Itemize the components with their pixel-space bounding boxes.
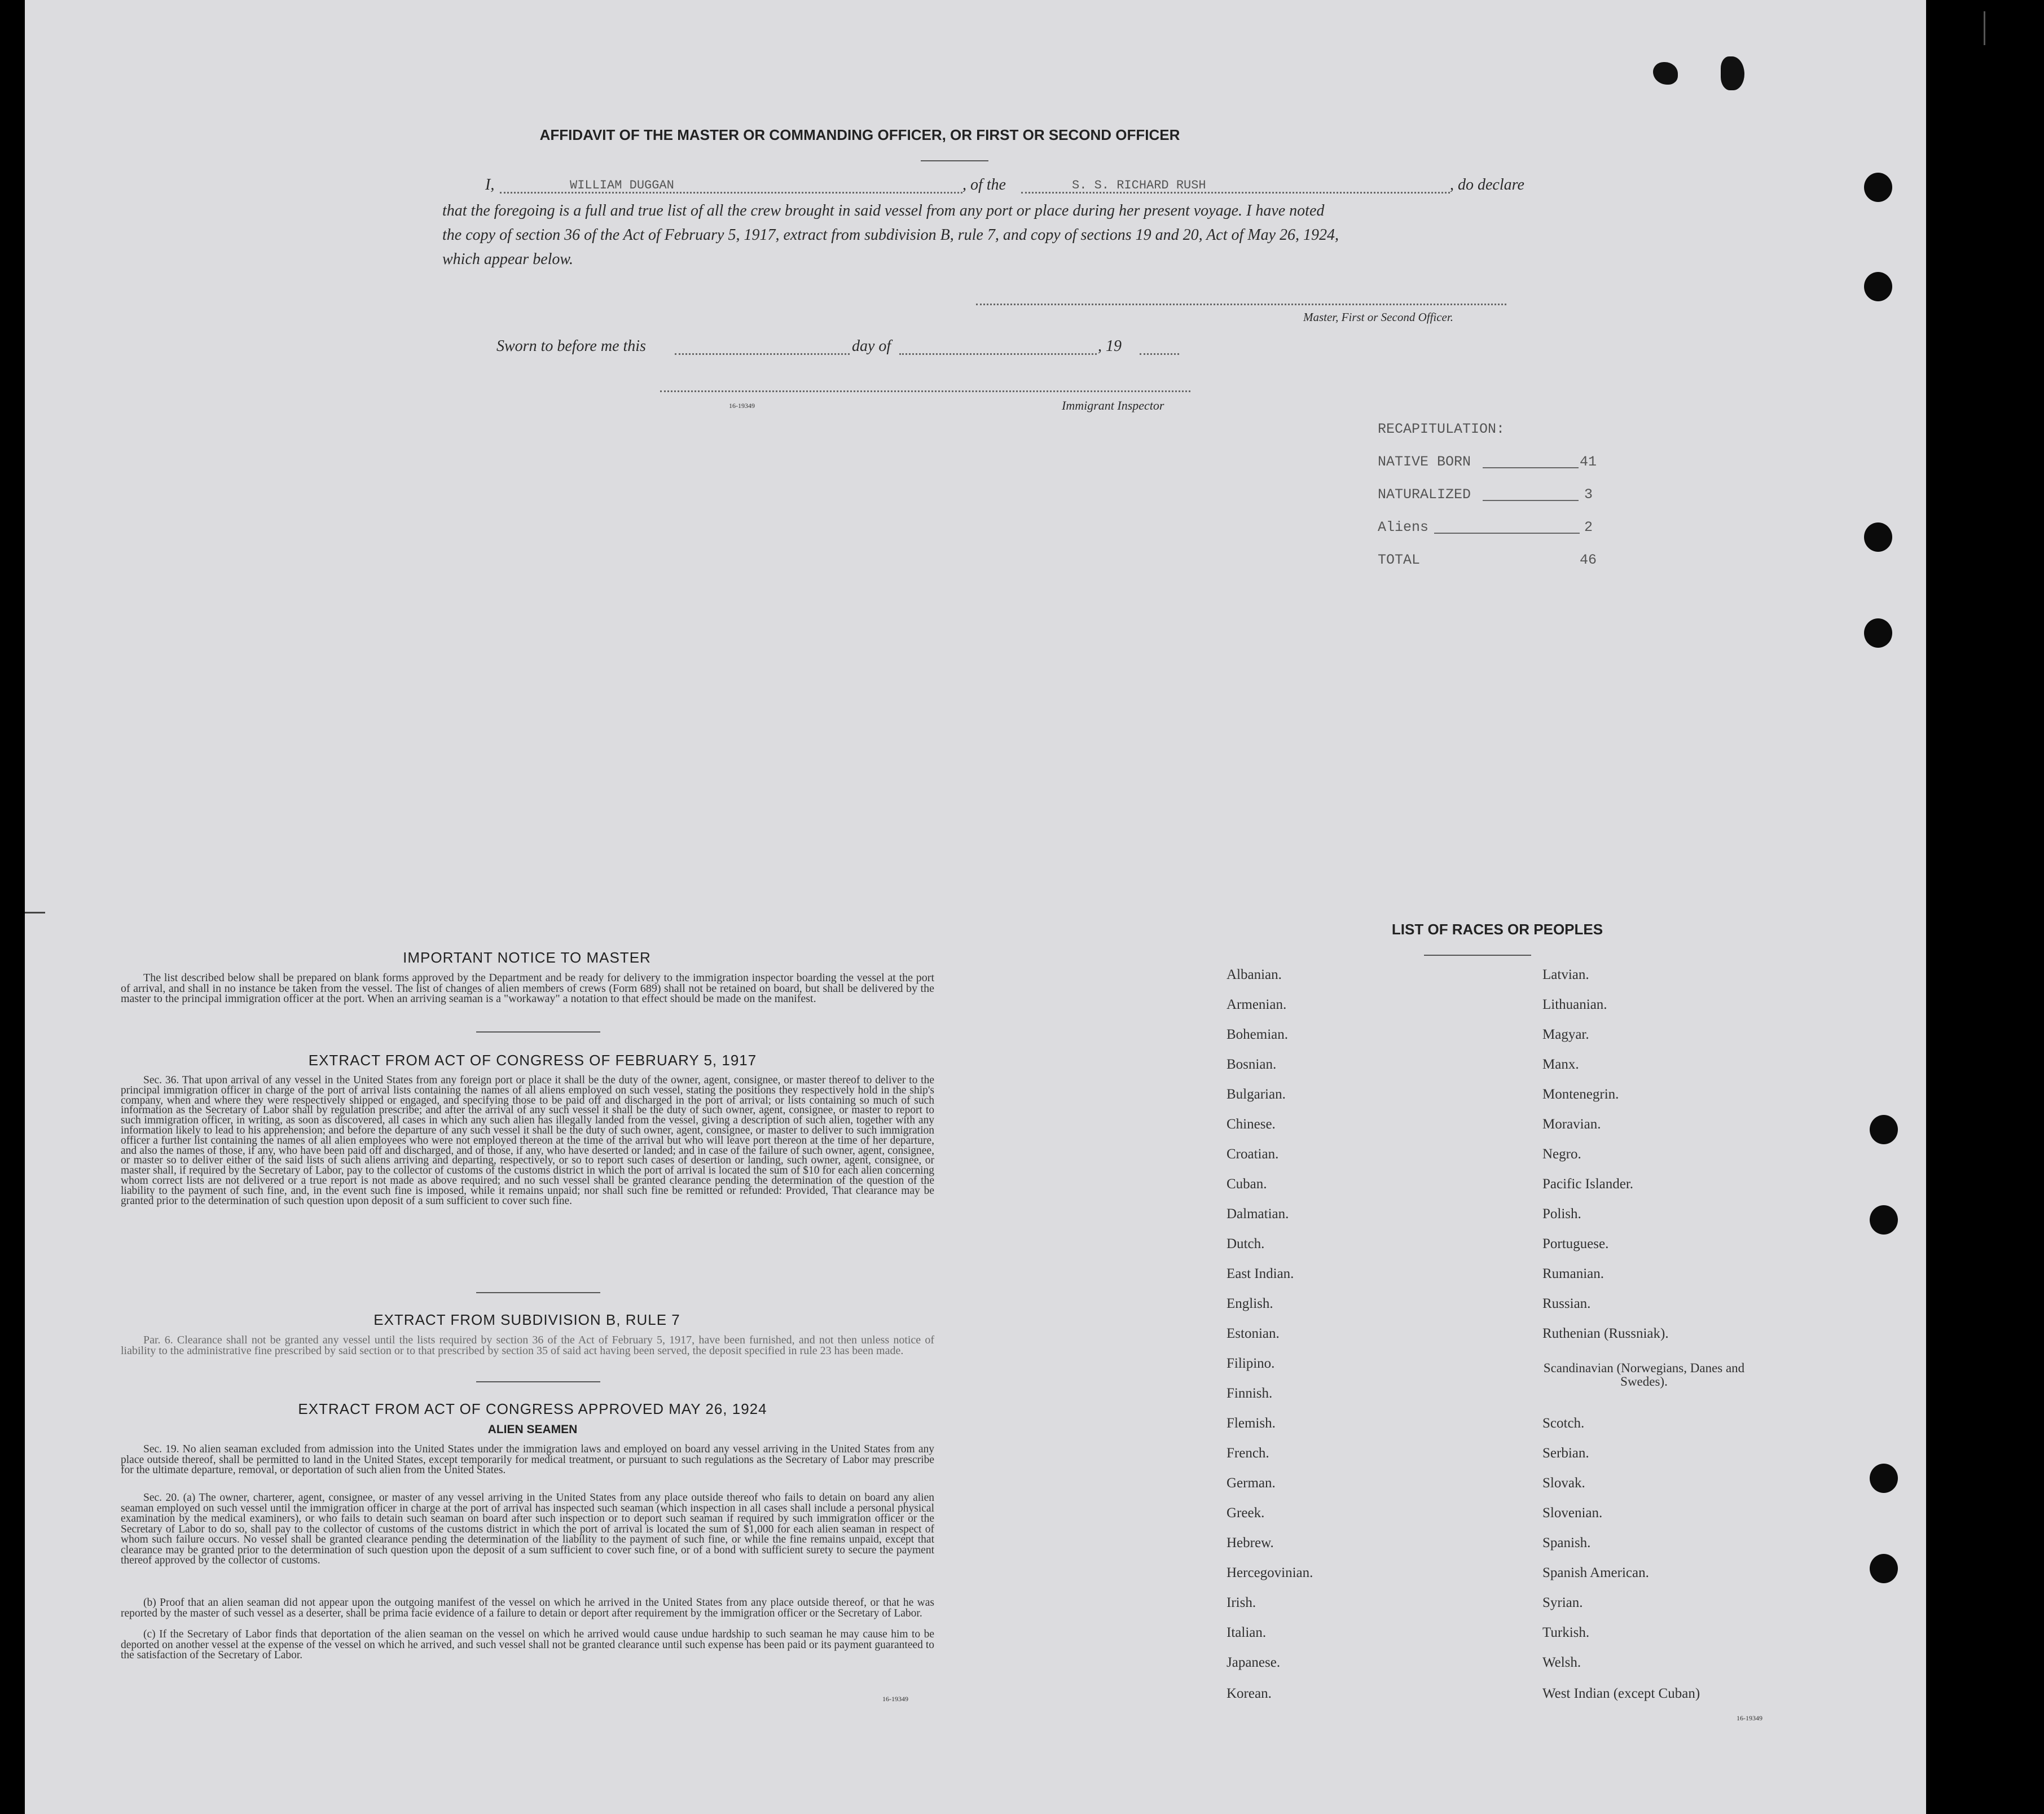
notice-title: IMPORTANT NOTICE TO MASTER (403, 949, 651, 966)
extract-1924-title: EXTRACT FROM ACT OF CONGRESS APPROVED MAY 26, 1924 (298, 1400, 767, 1417)
recap-label: NATIVE BORN (1378, 454, 1471, 470)
of-the-label: , of the (962, 176, 1006, 194)
race-item: Syrian. (1542, 1595, 1583, 1610)
race-item: Ruthenian (Russniak). (1542, 1326, 1669, 1341)
affidavit-body-line: the copy of section 36 of the Act of February 5, 1917, extract from subdivision B, rule 7, and copy of sections 19 and 20, Act of May 26, 1924, (442, 226, 1339, 244)
race-item: Spanish American. (1542, 1565, 1649, 1580)
race-item: English. (1227, 1296, 1273, 1311)
race-item: Manx. (1542, 1057, 1579, 1072)
section-20a-text: Sec. 20. (a) The owner, charterer, agent, consignee, or master of any vessel arriving in the United States from any place outside thereof who fails to detain on board any alien seaman employed on such vessel until the immigration officer in charge at the port of arrival has inspected such seaman (which inspection in all cases shall include a personal physical examination by the medical examiners), or who fails to detain such seaman on board after such inspection or to deport such seaman if required by such immigration officer or the Secretary of Labor to do so, shall pay to the collector of customs of the customs district in which the port of arrival is located the sum of $1,000 for each alien seaman in respect of whom such failure occurs. No vessel shall be granted clearance pending the determination of the liability to the payment of such fine, or while the fine remains unpaid, except that clearance may be granted prior to the determination of such question upon the deposit of a sum sufficient to cover such fine, or of a bond with sufficient surety to secure the payment thereof approved by the collector of customs. (121, 1492, 934, 1566)
form-number: 16-19349 (1737, 1714, 1762, 1722)
race-item: Bosnian. (1227, 1057, 1277, 1072)
races-title: LIST OF RACES OR PEOPLES (1391, 921, 1603, 938)
extract-rule7-title: EXTRACT FROM SUBDIVISION B, RULE 7 (373, 1311, 680, 1328)
notice-text: The list described below shall be prepared on blank forms approved by the Department and be ready for delivery to the immigration inspector boarding the vessel at the port of arrival, and shall in no instance be taken from the vessel. The list of changes of alien members of crews (Form 689) shall not be retained on board, but shall be delivered by the master to the principal immigration officer at the port. When an arriving seaman is a "workaway" a notation to that effect should be made on the manifest. (121, 972, 934, 1005)
race-item: Cuban. (1227, 1176, 1267, 1192)
affidavit-body-line: that the foregoing is a full and true list of all the crew brought in said vessel from any port or place during her present voyage. I have noted (442, 202, 1325, 219)
race-item: Bulgarian. (1227, 1087, 1286, 1102)
race-item: Portuguese. (1542, 1236, 1609, 1251)
race-item: Finnish. (1227, 1386, 1273, 1401)
corner-blot (1721, 56, 1744, 90)
section-20b-text: (b) Proof that an alien seaman did not appear upon the outgoing manifest of the vessel on which he arrived in the United States from any place outside thereof, or that he was reported by the master of such vessel as a deserter, shall be prima facie evidence of a failure to detain or deport after requirement by the immigration officer or the Secretary of Labor. (121, 1597, 934, 1619)
race-item: Filipino. (1227, 1356, 1275, 1371)
race-item: Albanian. (1227, 967, 1282, 982)
race-item: Korean. (1227, 1686, 1272, 1701)
day-of-label: day of (852, 337, 891, 355)
race-item: Armenian. (1227, 997, 1287, 1012)
vessel-name-field[interactable]: S. S. RICHARD RUSH (1072, 178, 1206, 192)
race-item: Greek. (1227, 1505, 1265, 1521)
recap-value: 2 (1584, 519, 1593, 535)
recap-label: TOTAL (1378, 552, 1421, 568)
section-divider (476, 1381, 600, 1382)
recapitulation-heading: RECAPITULATION: (1378, 421, 1505, 437)
race-item: Slovenian. (1542, 1505, 1603, 1521)
punch-hole (1870, 1554, 1898, 1583)
race-item: Slovak. (1542, 1475, 1585, 1491)
affidavit-declaration-line (485, 176, 1546, 196)
punch-hole (1864, 522, 1892, 552)
section-divider (476, 1031, 600, 1033)
race-item: Welsh. (1542, 1655, 1581, 1670)
race-item: Chinese. (1227, 1117, 1276, 1132)
punch-hole (1870, 1115, 1898, 1144)
race-item: Croatian. (1227, 1147, 1279, 1162)
race-item: Magyar. (1542, 1027, 1589, 1042)
recap-row (1378, 519, 1603, 535)
punch-hole (1870, 1205, 1898, 1235)
form-number: 16-19349 (729, 402, 755, 410)
punch-hole (1870, 1464, 1898, 1493)
recap-value: 41 (1580, 454, 1597, 470)
races-right-column (1542, 967, 1858, 1723)
sworn-month-field[interactable] (899, 353, 1097, 355)
recap-row (1378, 454, 1603, 470)
race-item: Scandinavian (Norwegians, Danes and Swedes). (1543, 1361, 1745, 1389)
race-item: Estonian. (1227, 1326, 1280, 1341)
extract-1917-text: Sec. 36. That upon arrival of any vessel in the United States from any foreign port or place it shall be the duty of the owner, agent, consignee, or master thereof to deliver to the principal immigration officer in charge of the port of arrival lists containing the names of all aliens employed on such vessel, stating the positions they respectively hold in the ship's company, when and where they were respectively shipped or engaged, and specifying those to be paid off and discharged in the port of arrival; or lists containing so much of such information as the Secretary of Labor shall by regulation prescribe; and after the arrival of any such vessel it shall be the duty of such owner, agent, consignee, or master to report to such immigration officer, in writing, as soon as discovered, all cases in which any such alien has illegally landed from the vessel, giving a description of such alien, together with any information likely to lead to his apprehension; and before the departure of any such vessel it shall be the duty of such owner, agent, consignee, or master to deliver to such immigration officer a further list containing the names of all alien employees who were not employed thereon at the time of the arrival but who will leave port thereon at the time of her departure, and also the names of those, if any, who have been paid off and discharged, and of those, if any, who have deserted or landed; and in case of the failure of such owner, agent, consignee, or master so to deliver either of the said lists of such aliens arriving and departing, respectively, or so to report such cases of desertion or landing, such owner, agent, consignee, or master shall, if required by the Secretary of Labor, pay to the collector of customs of the customs district in which the port of arrival is located the sum of $10 for each alien concerning whom correct lists are not delivered or a true report is not made as above required; and no such vessel shall be granted clearance pending the determination of the question of the liability to the payment of such fine, and, in the event such fine is imposed, while it remains unpaid; nor shall such fine be remitted or refunded: Provided, That clearance may be granted prior to the determination of such question upon deposit of a sum sufficient to cover such fine. (121, 1074, 934, 1207)
race-item: Dalmatian. (1227, 1206, 1289, 1222)
year-label: , 19 (1098, 337, 1122, 355)
race-item: Japanese. (1227, 1655, 1281, 1670)
race-item: German. (1227, 1475, 1276, 1491)
race-item: Italian. (1227, 1625, 1267, 1640)
race-item: Polish. (1542, 1206, 1581, 1222)
race-item: Montenegrin. (1542, 1087, 1619, 1102)
form-number: 16-19349 (882, 1695, 908, 1703)
extract-1917-title: EXTRACT FROM ACT OF CONGRESS OF FEBRUARY 5, 1917 (308, 1052, 757, 1069)
punch-hole (1864, 173, 1892, 202)
race-item: French. (1227, 1446, 1269, 1461)
recap-value: 3 (1584, 486, 1593, 503)
race-item: Russian. (1542, 1296, 1591, 1311)
race-item: Scotch. (1542, 1416, 1585, 1431)
recap-row (1378, 552, 1603, 568)
recap-label: NATURALIZED (1378, 486, 1471, 503)
document-page (25, 0, 1926, 1814)
section-20c-text: (c) If the Secretary of Labor finds that deportation of the alien seaman on the vessel on which he arrived would cause undue hardship to such seaman he may cause him to be deported on another vessel at the expense of the vessel on which he arrived, and such vessel shall not be granted clearance until such expense has been paid or its payment guaranteed to the satisfaction of the Secretary of Labor. (121, 1628, 934, 1661)
officer-name-field[interactable]: WILLIAM DUGGAN (570, 178, 674, 192)
punch-hole (1864, 618, 1892, 648)
sworn-day-field[interactable] (675, 353, 850, 355)
punch-hole (1864, 272, 1892, 301)
race-item: Rumanian. (1542, 1266, 1605, 1281)
scan-edge-mark (1984, 11, 1985, 45)
officer-name-line (500, 192, 962, 194)
title-divider (921, 160, 988, 161)
race-item: East Indian. (1227, 1266, 1294, 1281)
do-declare-label: , do declare (1450, 176, 1524, 194)
race-item: Latvian. (1542, 967, 1589, 982)
race-item: Lithuanian. (1542, 997, 1607, 1012)
section-19-text: Sec. 19. No alien seaman excluded from admission into the United States under the immigration laws and employed on board any vessel arriving in the United States from any place outside thereof, shall be permitted to land in the United States, except temporarily for medical treatment, or pursuant to such regulations as the Secretary of Labor may prescribe for the ultimate departure, removal, or deportation of such alien from the United States. (121, 1443, 934, 1476)
race-item: Spanish. (1542, 1535, 1591, 1551)
section-divider (476, 1292, 600, 1293)
race-item: Irish. (1227, 1595, 1256, 1610)
races-title-divider (1424, 955, 1531, 956)
race-item: Hercegovinian. (1227, 1565, 1313, 1580)
inspector-signature-line[interactable] (660, 390, 1190, 392)
corner-blot (1653, 62, 1678, 85)
master-signature-line[interactable] (976, 304, 1506, 305)
race-item: Negro. (1542, 1147, 1581, 1162)
extract-rule7-text: Par. 6. Clearance shall not be granted any vessel until the lists required by section 36 of the Act of February 5, 1917, have been furnished, and not then unless notice of liability to the administrative fine prescribed by said section or to that prescribed by section 35 of said act having been served, the deposit specified in rule 23 has been made. (121, 1334, 934, 1357)
alien-seamen-subtitle: ALIEN SEAMEN (487, 1423, 578, 1436)
race-item: Dutch. (1227, 1236, 1265, 1251)
race-item: Pacific Islander. (1542, 1176, 1634, 1192)
fold-mark (25, 912, 45, 913)
recap-row (1378, 486, 1603, 503)
sworn-line (496, 337, 1230, 360)
affidavit-title: AFFIDAVIT OF THE MASTER OR COMMANDING OFFICER, OR FIRST OR SECOND OFFICER (539, 126, 1180, 143)
race-item: Serbian. (1542, 1446, 1589, 1461)
race-item: Hebrew. (1227, 1535, 1274, 1551)
sworn-label: Sworn to before me this (496, 337, 646, 355)
sworn-year-field[interactable] (1140, 353, 1179, 355)
i-label: I, (485, 176, 495, 194)
race-item: Bohemian. (1227, 1027, 1289, 1042)
race-item: Turkish. (1542, 1625, 1590, 1640)
recap-label: Aliens (1378, 519, 1429, 535)
races-left-column (1227, 967, 1497, 1723)
master-signature-label: Master, First or Second Officer. (1303, 310, 1453, 324)
race-item: West Indian (except Cuban) (1542, 1686, 1700, 1701)
affidavit-body (442, 199, 1542, 271)
affidavit-body-line: which appear below. (442, 251, 574, 268)
recap-value: 46 (1580, 552, 1597, 568)
race-item: Flemish. (1227, 1416, 1276, 1431)
race-item: Moravian. (1542, 1117, 1601, 1132)
inspector-label: Immigrant Inspector (1062, 398, 1164, 412)
